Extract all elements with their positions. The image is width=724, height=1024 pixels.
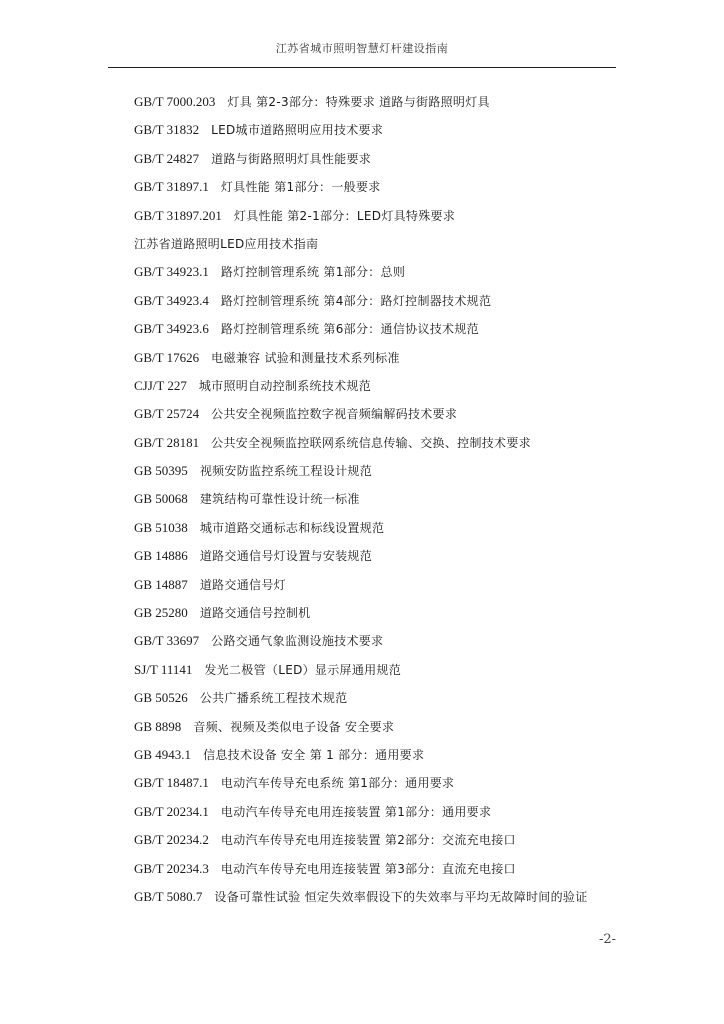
standard-code: GB 4943.1 xyxy=(134,746,192,762)
standard-title: 音频、视频及类似电子设备 安全要求 xyxy=(193,719,395,734)
standard-code: GB/T 18487.1 xyxy=(134,775,209,791)
standard-code: SJ/T 11141 xyxy=(134,661,193,677)
standard-title: LED城市道路照明应用技术要求 xyxy=(211,123,384,138)
standard-title: 电磁兼容 试验和测量技术系列标准 xyxy=(211,350,400,365)
standard-title: 道路交通信号灯设置与安装规范 xyxy=(199,549,373,564)
standard-item xyxy=(134,688,624,716)
standard-code: GB/T 31897.1 xyxy=(134,179,209,195)
standard-title: 电动汽车传导充电用连接装置 第1部分：通用要求 xyxy=(220,804,492,819)
standard-title: 灯具性能 第2-1部分：LED灯具特殊要求 xyxy=(233,208,456,223)
standard-code: CJJ/T 227 xyxy=(134,377,187,393)
standard-item xyxy=(134,291,624,319)
standard-title: 灯具性能 第1部分：一般要求 xyxy=(220,180,381,195)
standard-item xyxy=(134,887,624,915)
standard-title: 路灯控制管理系统 第6部分：通信协议技术规范 xyxy=(220,322,479,337)
standard-code: GB 50395 xyxy=(134,463,188,479)
standard-title: 视频安防监控系统工程设计规范 xyxy=(199,464,373,479)
standard-title: 电动汽车传导充电用连接装置 第2部分：交流充电接口 xyxy=(220,833,516,848)
standard-item xyxy=(134,660,624,688)
standard-code: GB 50068 xyxy=(134,491,188,507)
standard-title: 建筑结构可靠性设计统一标准 xyxy=(199,492,360,507)
standard-title: 道路交通信号控制机 xyxy=(199,606,311,621)
standard-code: GB/T 31832 xyxy=(134,122,200,138)
standard-item xyxy=(134,802,624,830)
standard-code: GB/T 33697 xyxy=(134,633,200,649)
standard-item xyxy=(134,120,624,148)
standard-item xyxy=(134,773,624,801)
standard-code: GB/T 34923.4 xyxy=(134,292,209,308)
standard-item xyxy=(134,575,624,603)
standard-code: GB 14886 xyxy=(134,548,188,564)
standard-code: GB 25280 xyxy=(134,605,188,621)
standard-item xyxy=(134,149,624,177)
standard-title: 城市照明自动控制系统技术规范 xyxy=(198,378,372,393)
standard-title: 路灯控制管理系统 第1部分：总则 xyxy=(220,265,406,280)
standard-item xyxy=(134,404,624,432)
standard-item xyxy=(134,546,624,574)
standard-code: GB/T 28181 xyxy=(134,434,200,450)
standard-title: 公共安全视频监控联网系统信息传输、交换、控制技术要求 xyxy=(211,435,531,450)
standard-code: GB/T 31897.201 xyxy=(134,207,222,223)
standard-title: 电动汽车传导充电系统 第1部分：通用要求 xyxy=(220,776,455,791)
standard-code: GB/T 34923.1 xyxy=(134,264,209,280)
standard-item xyxy=(134,603,624,631)
standard-code: GB 51038 xyxy=(134,519,188,535)
standard-item xyxy=(134,234,624,262)
standard-item xyxy=(134,745,624,773)
standard-item xyxy=(134,206,624,234)
standard-title: 城市道路交通标志和标线设置规范 xyxy=(199,520,385,535)
standard-item xyxy=(134,631,624,659)
header-divider xyxy=(108,67,616,68)
standard-code: GB/T 7000.203 xyxy=(134,94,216,109)
standard-code: GB 50526 xyxy=(134,690,188,706)
standard-code: GB/T 24827 xyxy=(134,150,200,166)
standard-title: 电动汽车传导充电用连接装置 第3部分：直流充电接口 xyxy=(220,861,516,876)
standard-code: GB/T 20234.1 xyxy=(134,803,209,819)
standard-item xyxy=(134,717,624,745)
standard-item xyxy=(134,348,624,376)
standard-code: GB 14887 xyxy=(134,576,188,592)
standard-title: 江苏省道路照明LED应用技术指南 xyxy=(134,236,319,251)
standard-title: 公共广播系统工程技术规范 xyxy=(199,691,348,706)
standard-item xyxy=(134,461,624,489)
standard-title: 公路交通气象监测设施技术要求 xyxy=(211,634,384,649)
standard-item xyxy=(134,433,624,461)
standard-item xyxy=(134,830,624,858)
standard-item xyxy=(134,859,624,887)
standard-title: 道路与街路照明灯具性能要求 xyxy=(211,151,372,166)
standard-code: GB/T 20234.3 xyxy=(134,860,209,876)
page-header: 江苏省城市照明智慧灯杆建设指南 xyxy=(275,42,449,55)
standard-item xyxy=(134,376,624,404)
standard-title: 道路交通信号灯 xyxy=(199,577,286,592)
standard-title: 路灯控制管理系统 第4部分：路灯控制器技术规范 xyxy=(220,293,492,308)
standard-item xyxy=(134,319,624,347)
standard-item xyxy=(134,518,624,546)
standard-title: 设备可靠性试验 恒定失效率假设下的失效率与平均无故障时间的验证 xyxy=(214,889,588,904)
standard-title: 灯具 第2-3部分：特殊要求 道路与街路照明灯具 xyxy=(227,95,490,109)
standard-item xyxy=(134,177,624,205)
standard-code: GB/T 17626 xyxy=(134,349,200,365)
standard-item xyxy=(134,92,624,120)
standards-list xyxy=(134,92,624,915)
page-number: -2- xyxy=(598,932,616,947)
standard-title: 公共安全视频监控数字视音频编解码技术要求 xyxy=(211,407,458,422)
standard-item xyxy=(134,262,624,290)
standard-code: GB 8898 xyxy=(134,718,182,734)
standard-code: GB/T 20234.2 xyxy=(134,832,209,848)
standard-item xyxy=(134,489,624,517)
standard-code: GB/T 25724 xyxy=(134,406,200,422)
standard-title: 发光二极管（LED）显示屏通用规范 xyxy=(204,662,402,677)
standard-code: GB/T 5080.7 xyxy=(134,888,203,904)
standard-title: 信息技术设备 安全 第 1 部分：通用要求 xyxy=(203,747,425,762)
standard-code: GB/T 34923.6 xyxy=(134,321,209,337)
